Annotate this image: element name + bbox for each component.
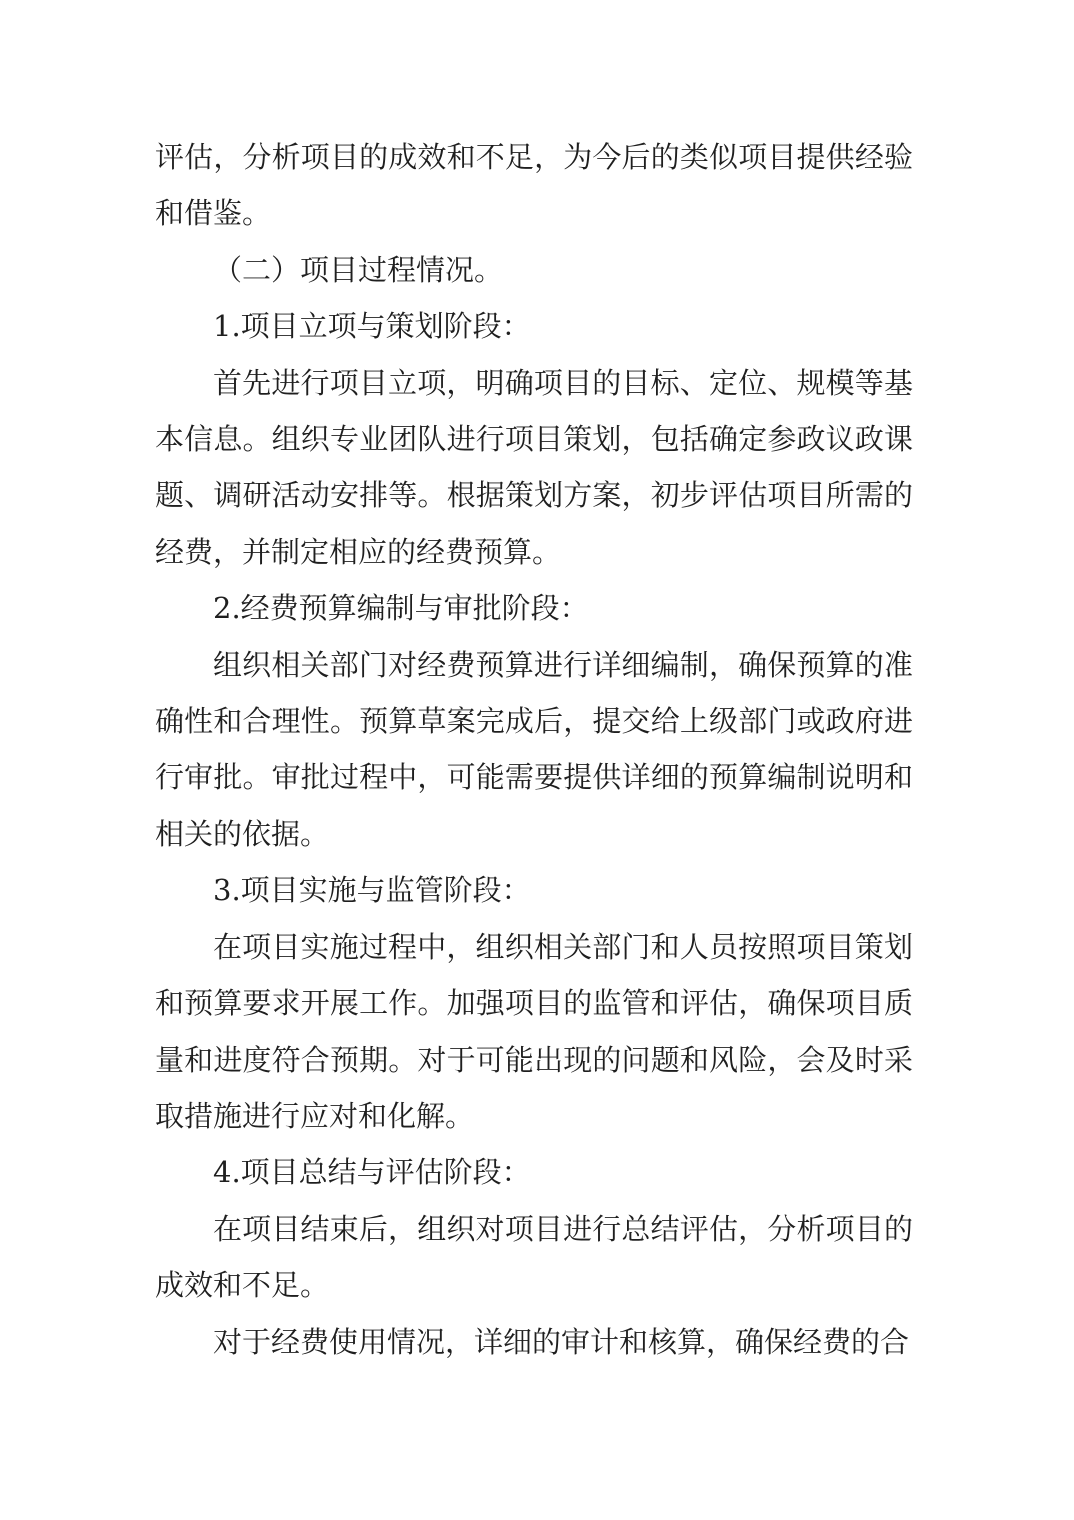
paragraph: 在项目结束后，组织对项目进行总结评估，分析项目的成效和不足。 [155, 1211, 913, 1303]
paragraph: 1.项目立项与策划阶段： [213, 309, 531, 344]
paragraph: 在项目实施过程中，组织相关部门和人员按照项目策划和预算要求开展工作。加强项目的监管和评估，确保项目质量和进度符合预期。对于可能出现的问题和风险，会及时采取措施进行应对和化解。 [155, 929, 913, 1133]
paragraph: 2.经费预算编制与审批阶段： [213, 591, 589, 626]
paragraph: 3.项目实施与监管阶段： [213, 873, 531, 908]
paragraph: 对于经费使用情况，详细的审计和核算，确保经费的合 [213, 1324, 910, 1359]
paragraph: 4.项目总结与评估阶段： [213, 1155, 531, 1190]
paragraph: （二）项目过程情况。 [213, 252, 504, 287]
paragraph: 首先进行项目立项，明确项目的目标、定位、规模等基本信息。组织专业团队进行项目策划，包括确定参政议政课题、调研活动安排等。根据策划方案，初步评估项目所需的经费，并制定相应的经费预算。 [155, 365, 913, 569]
paragraph: 评估，分析项目的成效和不足，为今后的类似项目提供经验和借鉴。 [155, 140, 913, 231]
document-body [155, 129, 913, 1370]
paragraph: 组织相关部门对经费预算进行详细编制，确保预算的准确性和合理性。预算草案完成后，提交给上级部门或政府进行审批。审批过程中，可能需要提供详细的预算编制说明和相关的依据。 [155, 647, 913, 851]
